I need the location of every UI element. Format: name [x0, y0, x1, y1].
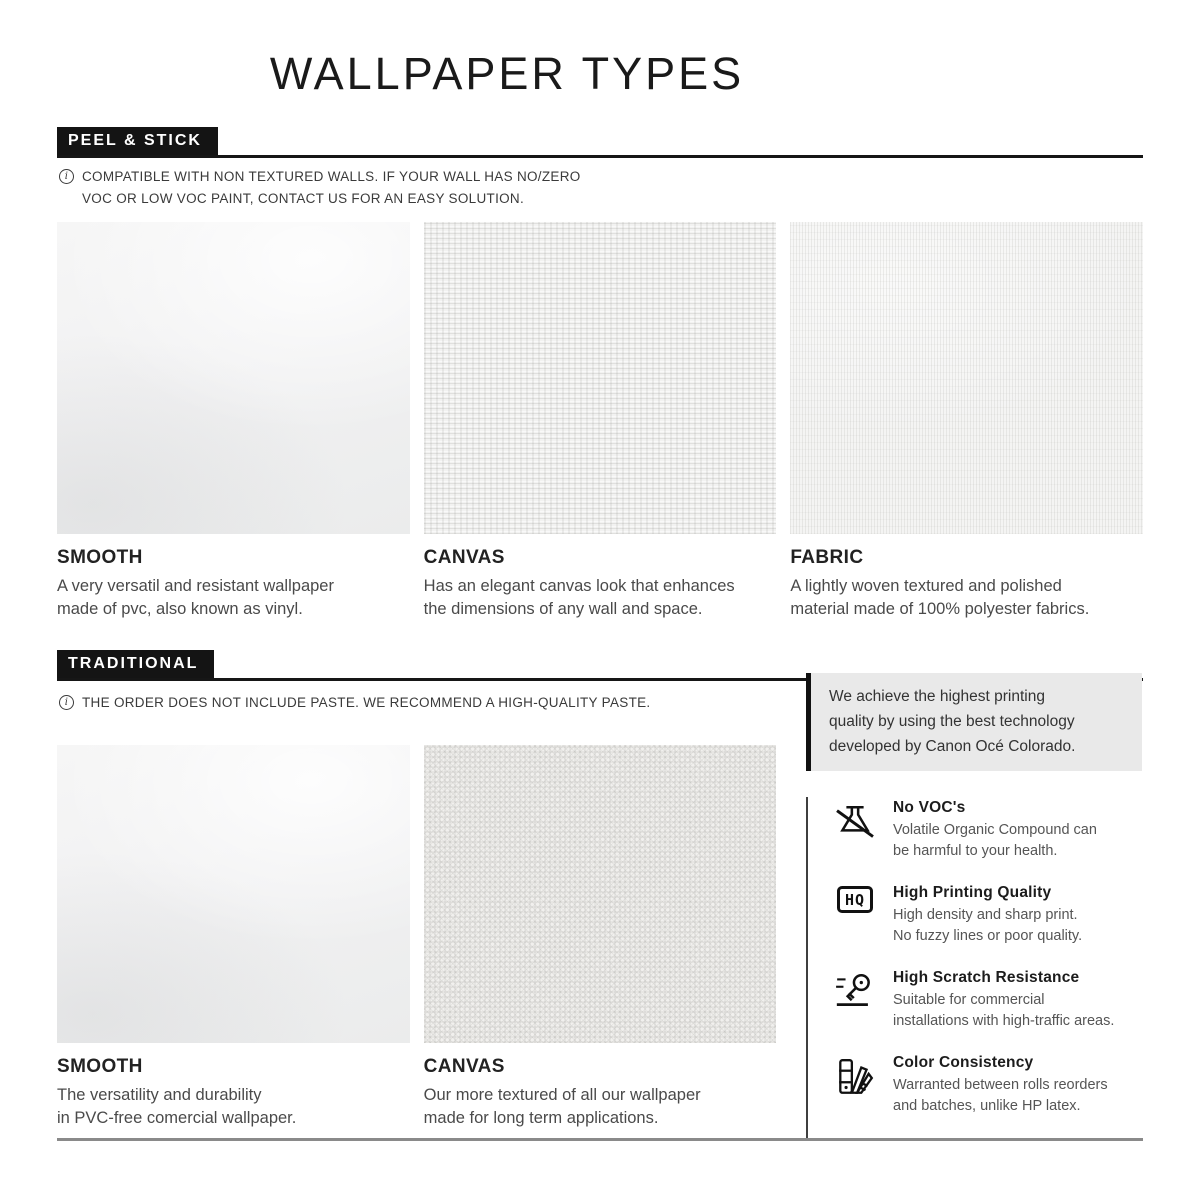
- info-icon: i: [59, 695, 74, 710]
- printing-quality-quote: [806, 673, 1142, 771]
- swatch-title: SMOOTH: [57, 547, 143, 568]
- feature-color-consistency: [832, 1054, 1146, 1118]
- swatch-title: CANVAS: [423, 1056, 505, 1077]
- color-swatches-icon: [832, 1054, 878, 1118]
- swatch-canvas-peel-stick: [424, 222, 777, 621]
- info-icon: i: [59, 169, 74, 184]
- note-line: COMPATIBLE WITH NON TEXTURED WALLS. IF YOUR WALL HAS NO/ZERO: [82, 169, 581, 184]
- feature-text: Color Consistency Warranted between rolls reorders and batches, unlike HP latex.: [893, 1054, 1108, 1114]
- quote-line: quality by using the best technology: [829, 712, 1075, 730]
- swatch-description: The versatility and durability in PVC-free comercial wallpaper.: [57, 1086, 297, 1127]
- feature-title: Color Consistency: [893, 1054, 1034, 1071]
- feature-title: No VOC's: [893, 799, 966, 816]
- peel-stick-section-header: [57, 127, 1143, 158]
- smooth-texture-image: [57, 745, 410, 1043]
- hq-badge-icon: HQ: [832, 884, 878, 948]
- feature-high-printing-quality: [832, 884, 1146, 948]
- no-voc-flask-icon: [832, 799, 878, 863]
- swatch-description: A lightly woven textured and polished material made of 100% polyester fabrics.: [790, 577, 1090, 618]
- fabric-texture-image: [790, 222, 1143, 534]
- peel-stick-note: [59, 166, 581, 209]
- feature-no-voc: [832, 799, 1146, 863]
- canvas-texture-image: [424, 745, 777, 1043]
- traditional-note-text: [82, 692, 650, 714]
- page-title: WALLPAPER TYPES: [269, 48, 745, 99]
- feature-high-scratch-resistance: [832, 969, 1146, 1033]
- swatch-title: SMOOTH: [57, 1056, 143, 1077]
- swatch-smooth-peel-stick: [57, 222, 410, 621]
- quote-line: developed by Canon Océ Colorado.: [829, 737, 1076, 755]
- peel-stick-badge: PEEL & STICK: [57, 127, 218, 155]
- traditional-badge: TRADITIONAL: [57, 650, 214, 678]
- swatch-title: FABRIC: [790, 547, 864, 568]
- quote-line: We achieve the highest printing: [829, 688, 1045, 705]
- smooth-texture-image: [57, 222, 410, 534]
- traditional-note: [59, 692, 650, 714]
- swatch-canvas-traditional: [424, 745, 777, 1130]
- swatch-description: Has an elegant canvas look that enhances the dimensions of any wall and space.: [423, 577, 735, 618]
- note-line: THE ORDER DOES NOT INCLUDE PASTE. WE RECOMMEND A HIGH-QUALITY PASTE.: [82, 695, 651, 710]
- key-scratch-icon: [832, 969, 878, 1033]
- feature-title: High Scratch Resistance: [893, 969, 1080, 986]
- feature-title: High Printing Quality: [893, 884, 1052, 901]
- swatch-smooth-traditional: [57, 745, 410, 1130]
- feature-list: [806, 797, 1146, 1139]
- swatch-description: Our more textured of all our wallpaper made for long term applications.: [423, 1086, 701, 1127]
- canvas-texture-image: [424, 222, 777, 534]
- feature-text: No VOC's Volatile Organic Compound can be harmful to your health.: [893, 799, 1097, 859]
- feature-text: High Printing Quality High density and sharp print. No fuzzy lines or poor quality.: [893, 884, 1083, 944]
- feature-text: High Scratch Resistance Suitable for commercial installations with high-traffic areas.: [893, 969, 1115, 1029]
- swatch-title: CANVAS: [423, 547, 505, 568]
- bottom-divider: [57, 1138, 1143, 1141]
- peel-stick-note-text: [82, 166, 581, 209]
- swatch-description: A very versatil and resistant wallpaper made of pvc, also known as vinyl.: [57, 577, 334, 618]
- note-line: VOC OR LOW VOC PAINT, CONTACT US FOR AN EASY SOLUTION.: [82, 190, 525, 206]
- swatch-fabric-peel-stick: [790, 222, 1143, 621]
- peel-stick-swatch-row: [57, 222, 1143, 621]
